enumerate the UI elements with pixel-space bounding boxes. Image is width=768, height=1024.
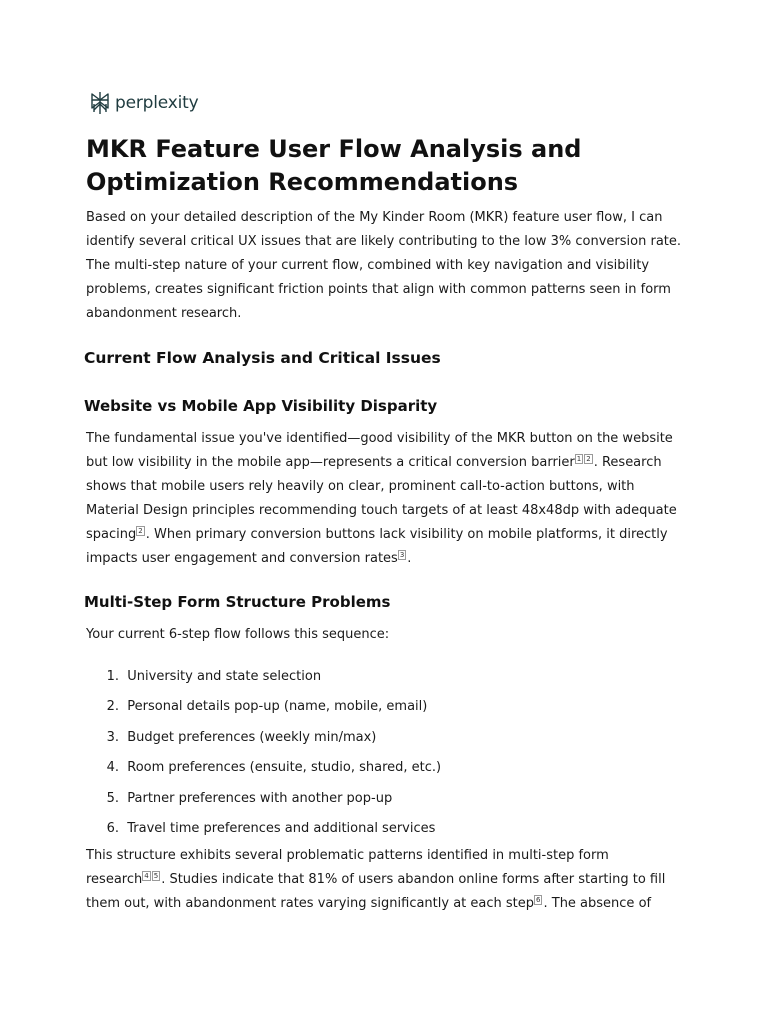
flow-lead-paragraph: Your current 6-step flow follows this sequence: <box>86 627 390 642</box>
page-title: MKR Feature User Flow Analysis and Optimization Recommendations <box>86 135 582 196</box>
citation[interactable]: 1 2 <box>576 454 591 463</box>
structure-paragraph <box>86 844 686 916</box>
structure-text-2: . Studies indicate that 81% of users abandon online forms after starting to fill them out, with abandonment rates varying significantly at each step <box>86 872 666 911</box>
citation[interactable]: 4 5 <box>144 871 159 880</box>
visibility-text-1: The fundamental issue you've identified—good visibility of the MKR button on the website but low visibility in the mobile app—represents a critical conversion barrier <box>86 431 673 470</box>
list-item: 5. Partner preferences with another pop-up <box>106 790 393 806</box>
list-item: 4. Room preferences (ensuite, studio, shared, etc.) <box>106 760 442 776</box>
section-heading-multi-step: Multi-Step Form Structure Problems <box>84 593 391 611</box>
list-item: 2. Personal details pop-up (name, mobile, email) <box>106 699 428 715</box>
visibility-paragraph <box>86 427 686 571</box>
list-item: 1. University and state selection <box>106 668 322 684</box>
visibility-text-2: . Research shows that mobile users rely heavily on clear, prominent call-to-action buttons, with Material Design principles recommending touch targets of at least 48x48dp with adequate spacing <box>86 455 677 542</box>
perplexity-logo-icon <box>89 90 111 116</box>
logo-text: perplexity <box>115 93 199 113</box>
section-heading-current-flow: Current Flow Analysis and Critical Issues <box>84 349 441 367</box>
visibility-text-3: . When primary conversion buttons lack visibility on mobile platforms, it directly impacts user engagement and conversion rates <box>86 527 668 566</box>
citation[interactable]: 2 <box>138 526 143 535</box>
structure-text-3: . The absence of <box>543 896 652 911</box>
list-item: 6. Travel time preferences and additional services <box>106 821 436 837</box>
perplexity-logo <box>89 90 198 116</box>
visibility-text-4: . <box>407 551 412 566</box>
structure-text-1: This structure exhibits several problematic patterns identified in multi-step form research <box>86 848 609 887</box>
flow-steps-list <box>86 661 686 844</box>
list-item: 3. Budget preferences (weekly min/max) <box>106 729 377 745</box>
section-heading-visibility: Website vs Mobile App Visibility Disparity <box>84 397 438 415</box>
citation[interactable]: 3 <box>399 550 405 559</box>
intro-paragraph: Based on your detailed description of the My Kinder Room (MKR) feature user flow, I can identify several critical UX issues that are likely contributing to the low 3% conversion rate. The multi-step nature of your current flow, combined with key navigation and visibility problems, creates significant friction points that align with common patterns seen in form abandonment research. <box>86 210 682 321</box>
citation[interactable]: 6 <box>536 895 541 904</box>
